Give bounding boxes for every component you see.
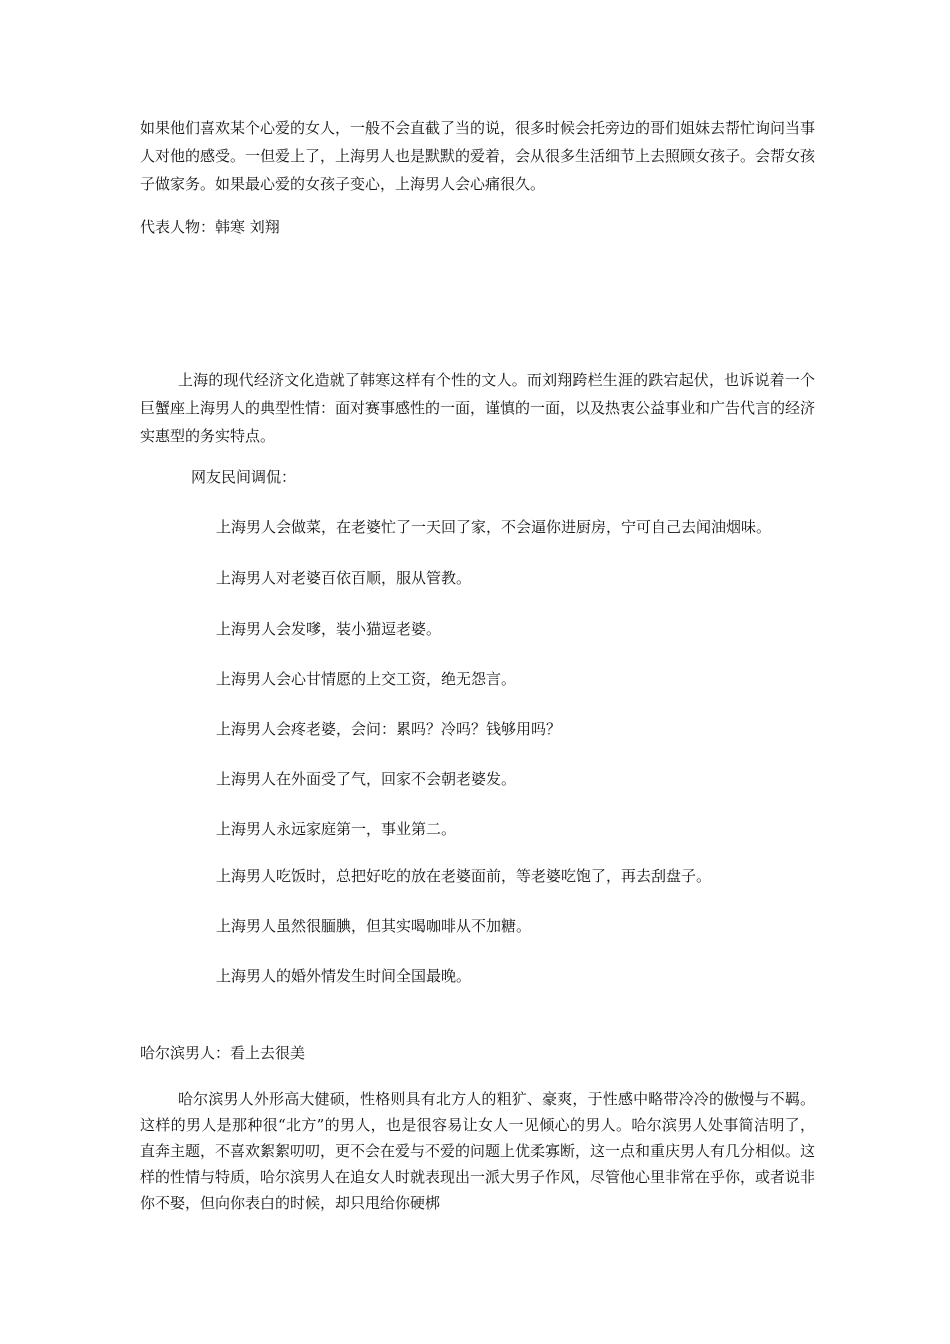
harbin-paragraph: 哈尔滨男人外形高大健硕，性格则具有北方人的粗犷、豪爽，于性感中略带冷冷的傲慢与不羁。这样的男人是那种很“北方”的男人，也是很容易让女人一见倾心的男人。哈尔滨男人处事简洁明了，直奔主题，不喜欢絮絮叨叨，更不会在爱与不爱的问题上优柔寡断，这一点和重庆男人有几分相似。这样的性情与特质，哈尔滨男人在追女人时就表现出一派大男子作风，尽管他心里非常在乎你，或者说非你不娶，但向你表白的时候，却只甩给你硬梆: [140, 1090, 816, 1212]
harbin-heading: 哈尔滨男人：看上去很美: [140, 1044, 306, 1062]
joke-line: 上海男人会发嗲，装小猫逗老婆。: [216, 620, 442, 638]
joke-line: 上海男人对老婆百依百顺，服从管教。: [216, 569, 472, 587]
joke-line: 上海男人永远家庭第一，事业第二。: [216, 820, 457, 838]
joke-line: 上海男人虽然很腼腆，但其实喝咖啡从不加糖。: [216, 917, 532, 935]
joke-line: 上海男人会做菜，在老婆忙了一天回了家，不会逼你进厨房，宁可自己去闻油烟味。: [216, 518, 772, 536]
shanghai-paragraph: 上海的现代经济文化造就了韩寒这样有个性的文人。而刘翔跨栏生涯的跌宕起伏，也诉说着一个巨蟹座上海男人的典型性情：面对赛事感性的一面，谨慎的一面，以及热衷公益事业和广告代言的经济实惠型的务实特点。: [140, 371, 816, 445]
joke-line: 上海男人会疼老婆，会问：累吗？冷吗？钱够用吗？: [216, 720, 562, 738]
intro-paragraph: 如果他们喜欢某个心爱的女人，一般不会直截了当的说，很多时候会托旁边的哥们姐妹去帮忙询问当事人对他的感受。一但爱上了，上海男人也是默默的爱着，会从很多生活细节上去照顾女孩子。会帮女孩子做家务。如果最心爱的女孩子变心，上海男人会心痛很久。: [140, 119, 816, 193]
joke-line: 上海男人的婚外情发生时间全国最晚。: [216, 967, 472, 985]
joke-line: 上海男人在外面受了气，回家不会朝老婆发。: [216, 770, 517, 788]
netizen-heading: 网友民间调侃：: [191, 468, 297, 486]
joke-line: 上海男人会心甘情愿的上交工资，绝无怨言。: [216, 670, 517, 688]
joke-line: 上海男人吃饭时，总把好吃的放在老婆面前，等老婆吃饱了，再去刮盘子。: [216, 867, 712, 885]
representatives-line: 代表人物：韩寒 刘翔: [140, 218, 280, 236]
